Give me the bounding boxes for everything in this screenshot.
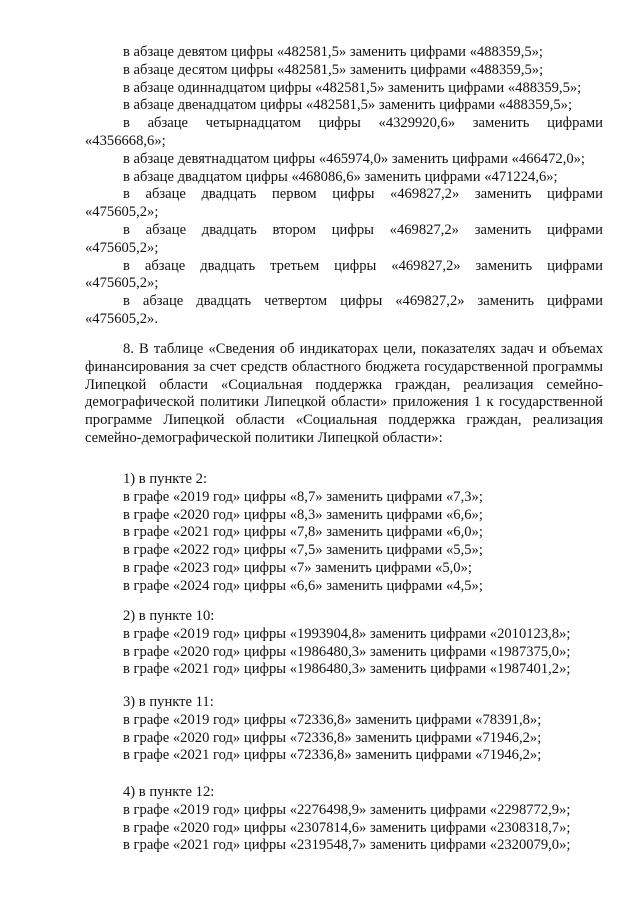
intro-line-11: в абзаце одиннадцатом цифры «482581,5» заменить цифрами «488359,5»;	[123, 79, 582, 96]
list-item: в графе «2020 год» цифры «8,3» заменить цифрами «6,6»;	[123, 506, 483, 523]
continuation-line-22: «475605,2»;	[85, 239, 159, 256]
list-item: в графе «2019 год» цифры «72336,8» заменить цифрами «78391,8»;	[123, 711, 542, 728]
paragraph-8-block	[85, 341, 603, 448]
list-item: в графе «2021 год» цифры «72336,8» заменить цифрами «71946,2»;	[123, 747, 542, 764]
list-item: в графе «2021 год» цифры «7,8» заменить цифрами «6,0»;	[123, 524, 483, 541]
list-item: в графе «2021 год» цифры «1986480,3» заменить цифрами «1987401,2»;	[123, 661, 571, 678]
list-item: в графе «2020 год» цифры «1986480,3» заменить цифрами «1987375,0»;	[123, 643, 571, 660]
mid-line-20: в абзаце двадцатом цифры «468086,6» заменить цифрами «471224,6»;	[123, 168, 558, 185]
list-item: в графе «2022 год» цифры «7,5» заменить цифрами «5,5»;	[123, 542, 483, 559]
continuation-line-24: «475605,2».	[85, 310, 158, 327]
intro-block	[85, 44, 603, 329]
list-item: в графе «2021 год» цифры «2319548,7» заменить цифрами «2320079,0»;	[123, 837, 571, 854]
mid-line-19: в абзаце девятнадцатом цифры «465974,0» заменить цифрами «466472,0»;	[123, 150, 585, 167]
group-4	[85, 784, 603, 855]
continuation-line-14: «4356668,6»;	[85, 132, 166, 149]
list-item: в графе «2020 год» цифры «2307814,6» заменить цифрами «2308318,7»;	[123, 819, 571, 836]
intro-line-9: в абзаце девятом цифры «482581,5» заменить цифрами «488359,5»;	[123, 44, 543, 60]
list-item: в графе «2023 год» цифры «7» заменить цифрами «5,0»;	[123, 559, 472, 576]
justified-line-21: в абзаце двадцать первом цифры «469827,2» заменить цифрами	[123, 186, 603, 203]
group-1	[85, 471, 603, 596]
group-3	[85, 694, 603, 765]
justified-line-24: в абзаце двадцать четвертом цифры «469827,2» заменить цифрами	[123, 293, 603, 310]
list-item: в графе «2020 год» цифры «72336,8» заменить цифрами «71946,2»;	[123, 729, 542, 746]
group-title: 2) в пункте 10:	[123, 608, 215, 624]
paragraph-8: 8. В таблице «Сведения об индикаторах цели, показателях задач и объемах финансирования за счет средств областного бюджета государственной программы Липецкой области «Социальная поддержка граждан, реализация семейно-демографической политики Липецкой области» приложения 1 к государственной программе Липецкой области «Социальная поддержка граждан, реализация семейно-демографической политики Липецкой области»:	[85, 341, 603, 446]
intro-line-12: в абзаце двенадцатом цифры «482581,5» заменить цифрами «488359,5»;	[123, 97, 573, 114]
group-2	[85, 608, 603, 679]
justified-line-23: в абзаце двадцать третьем цифры «469827,2» заменить цифрами	[123, 257, 603, 274]
continuation-line-23: «475605,2»;	[85, 275, 159, 292]
continuation-line-21: «475605,2»;	[85, 204, 159, 221]
group-title: 1) в пункте 2:	[123, 471, 208, 487]
list-item: в графе «2019 год» цифры «2276498,9» заменить цифрами «2298772,9»;	[123, 801, 571, 818]
justified-line-14: в абзаце четырнадцатом цифры «4329920,6» заменить цифрами	[123, 115, 603, 132]
group-title: 4) в пункте 12:	[123, 784, 215, 800]
list-item: в графе «2019 год» цифры «8,7» заменить цифрами «7,3»;	[123, 488, 483, 505]
justified-line-22: в абзаце двадцать втором цифры «469827,2» заменить цифрами	[123, 221, 603, 238]
group-title: 3) в пункте 11:	[123, 694, 214, 710]
intro-line-10: в абзаце десятом цифры «482581,5» заменить цифрами «488359,5»;	[123, 61, 544, 78]
list-item: в графе «2024 год» цифры «6,6» заменить цифрами «4,5»;	[123, 577, 483, 594]
list-item: в графе «2019 год» цифры «1993904,8» заменить цифрами «2010123,8»;	[123, 625, 571, 642]
